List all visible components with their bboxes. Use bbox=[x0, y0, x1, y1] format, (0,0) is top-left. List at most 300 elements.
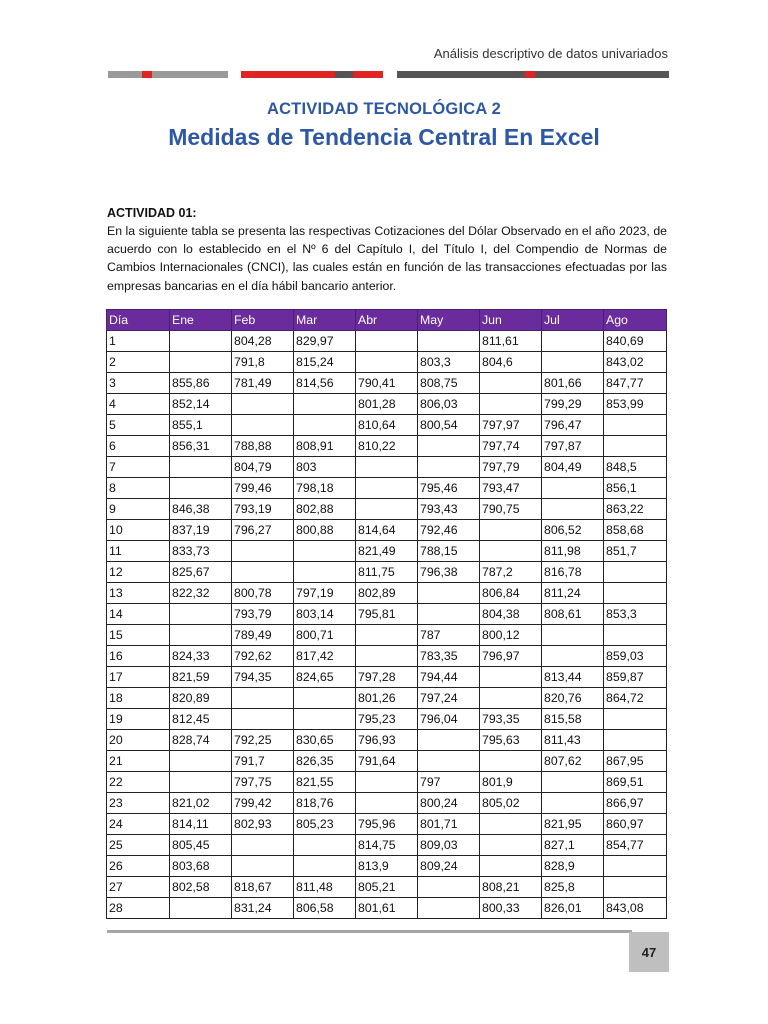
page-number: 47 bbox=[629, 932, 669, 972]
table-cell: 855,1 bbox=[170, 415, 232, 436]
table-row bbox=[107, 457, 667, 478]
table-cell: 27 bbox=[107, 877, 170, 898]
table-cell: 863,22 bbox=[604, 499, 667, 520]
table-cell: 811,48 bbox=[294, 877, 356, 898]
table-cell: 800,88 bbox=[294, 520, 356, 541]
table-row bbox=[107, 751, 667, 772]
table-cell: 806,03 bbox=[418, 394, 480, 415]
table-cell: 805,23 bbox=[294, 814, 356, 835]
table-cell: 867,95 bbox=[604, 751, 667, 772]
table-cell bbox=[170, 772, 232, 793]
column-header: Mar bbox=[294, 310, 356, 331]
table-row bbox=[107, 478, 667, 499]
table-cell: 811,24 bbox=[542, 583, 604, 604]
running-header: Análisis descriptivo de datos univariados bbox=[433, 46, 668, 61]
table-row bbox=[107, 394, 667, 415]
deco-segment bbox=[108, 71, 142, 78]
table-cell bbox=[294, 688, 356, 709]
table-cell bbox=[170, 352, 232, 373]
table-cell: 797,74 bbox=[480, 436, 542, 457]
table-cell: 813,9 bbox=[356, 856, 418, 877]
column-header: Feb bbox=[232, 310, 294, 331]
table-header-row bbox=[107, 310, 667, 331]
table-cell: 860,97 bbox=[604, 814, 667, 835]
table-cell: 853,99 bbox=[604, 394, 667, 415]
table-cell: 6 bbox=[107, 436, 170, 457]
table-cell: 800,78 bbox=[232, 583, 294, 604]
table-cell: 814,56 bbox=[294, 373, 356, 394]
table-cell: 21 bbox=[107, 751, 170, 772]
table-cell: 18 bbox=[107, 688, 170, 709]
table-cell: 833,73 bbox=[170, 541, 232, 562]
table-row bbox=[107, 415, 667, 436]
table-cell: 818,76 bbox=[294, 793, 356, 814]
table-cell bbox=[418, 730, 480, 751]
table-cell: 803,14 bbox=[294, 604, 356, 625]
deco-segment bbox=[152, 71, 228, 78]
table-cell bbox=[604, 877, 667, 898]
table-cell bbox=[480, 856, 542, 877]
table-cell: 796,04 bbox=[418, 709, 480, 730]
table-cell: 811,61 bbox=[480, 331, 542, 352]
table-cell: 803 bbox=[294, 457, 356, 478]
table-cell bbox=[294, 541, 356, 562]
table-cell: 814,75 bbox=[356, 835, 418, 856]
table-cell bbox=[418, 583, 480, 604]
table-cell: 824,33 bbox=[170, 646, 232, 667]
table-cell: 799,46 bbox=[232, 478, 294, 499]
table-cell: 795,63 bbox=[480, 730, 542, 751]
table-cell: 846,38 bbox=[170, 499, 232, 520]
table-row bbox=[107, 436, 667, 457]
column-header: Día bbox=[107, 310, 170, 331]
table-cell: 796,47 bbox=[542, 415, 604, 436]
table-cell: 4 bbox=[107, 394, 170, 415]
table-row bbox=[107, 709, 667, 730]
table-cell: 801,66 bbox=[542, 373, 604, 394]
table-row bbox=[107, 373, 667, 394]
table-cell: 801,9 bbox=[480, 772, 542, 793]
table-cell: 825,8 bbox=[542, 877, 604, 898]
table-row bbox=[107, 583, 667, 604]
table-cell bbox=[232, 835, 294, 856]
table-cell bbox=[170, 898, 232, 919]
table-cell bbox=[232, 856, 294, 877]
table-cell: 810,22 bbox=[356, 436, 418, 457]
table-cell: 13 bbox=[107, 583, 170, 604]
exchange-rate-table bbox=[106, 309, 667, 919]
table-row bbox=[107, 772, 667, 793]
deco-segment bbox=[335, 71, 353, 78]
table-cell: 10 bbox=[107, 520, 170, 541]
table-cell bbox=[542, 478, 604, 499]
section-subtitle: ACTIVIDAD TECNOLÓGICA 2 bbox=[266, 100, 502, 118]
table-cell bbox=[356, 499, 418, 520]
table-cell bbox=[418, 604, 480, 625]
table-cell: 791,64 bbox=[356, 751, 418, 772]
table-cell: 843,02 bbox=[604, 352, 667, 373]
deco-segment bbox=[397, 71, 525, 78]
table-cell: 821,59 bbox=[170, 667, 232, 688]
table-cell: 866,97 bbox=[604, 793, 667, 814]
table-cell: 801,71 bbox=[418, 814, 480, 835]
table-cell: 854,77 bbox=[604, 835, 667, 856]
table-cell: 795,46 bbox=[418, 478, 480, 499]
table-row bbox=[107, 898, 667, 919]
table-cell: 793,47 bbox=[480, 478, 542, 499]
table-cell: 815,24 bbox=[294, 352, 356, 373]
table-cell: 26 bbox=[107, 856, 170, 877]
table-cell: 801,61 bbox=[356, 898, 418, 919]
table-cell: 804,79 bbox=[232, 457, 294, 478]
table-cell bbox=[604, 730, 667, 751]
table-cell: 812,45 bbox=[170, 709, 232, 730]
table-cell: 801,28 bbox=[356, 394, 418, 415]
table-cell: 795,23 bbox=[356, 709, 418, 730]
table-cell: 805,45 bbox=[170, 835, 232, 856]
table-row bbox=[107, 604, 667, 625]
table-cell: 829,97 bbox=[294, 331, 356, 352]
table-cell: 804,38 bbox=[480, 604, 542, 625]
table-row bbox=[107, 877, 667, 898]
table-cell: 807,62 bbox=[542, 751, 604, 772]
table-cell: 814,64 bbox=[356, 520, 418, 541]
table-cell: 17 bbox=[107, 667, 170, 688]
table-row bbox=[107, 688, 667, 709]
table-cell: 28 bbox=[107, 898, 170, 919]
table-cell: 797 bbox=[418, 772, 480, 793]
table-cell: 843,08 bbox=[604, 898, 667, 919]
table-cell: 793,19 bbox=[232, 499, 294, 520]
table-cell bbox=[418, 436, 480, 457]
table-cell: 796,97 bbox=[480, 646, 542, 667]
table-cell: 792,46 bbox=[418, 520, 480, 541]
table-cell: 859,87 bbox=[604, 667, 667, 688]
table-cell: 783,35 bbox=[418, 646, 480, 667]
table-row bbox=[107, 793, 667, 814]
table-cell bbox=[480, 541, 542, 562]
table-cell: 821,95 bbox=[542, 814, 604, 835]
deco-segment bbox=[535, 71, 669, 78]
table-cell: 804,49 bbox=[542, 457, 604, 478]
table-cell: 794,35 bbox=[232, 667, 294, 688]
table-cell: 808,21 bbox=[480, 877, 542, 898]
table-cell: 811,43 bbox=[542, 730, 604, 751]
table-cell bbox=[418, 457, 480, 478]
table-cell: 811,98 bbox=[542, 541, 604, 562]
column-header: May bbox=[418, 310, 480, 331]
table-cell: 811,75 bbox=[356, 562, 418, 583]
table-cell bbox=[418, 898, 480, 919]
table-cell bbox=[356, 331, 418, 352]
table-cell: 796,93 bbox=[356, 730, 418, 751]
table-cell: 797,75 bbox=[232, 772, 294, 793]
table-cell: 24 bbox=[107, 814, 170, 835]
table-cell: 853,3 bbox=[604, 604, 667, 625]
table-cell: 818,67 bbox=[232, 877, 294, 898]
table-cell: 828,74 bbox=[170, 730, 232, 751]
table-cell bbox=[480, 394, 542, 415]
column-header: Ago bbox=[604, 310, 667, 331]
table-cell: 790,41 bbox=[356, 373, 418, 394]
table-row bbox=[107, 835, 667, 856]
table-cell bbox=[170, 478, 232, 499]
table-cell: 820,76 bbox=[542, 688, 604, 709]
table-cell: 821,49 bbox=[356, 541, 418, 562]
table-cell bbox=[604, 583, 667, 604]
table-cell bbox=[542, 352, 604, 373]
table-cell: 806,58 bbox=[294, 898, 356, 919]
table-cell: 798,18 bbox=[294, 478, 356, 499]
column-header: Jun bbox=[480, 310, 542, 331]
table-cell: 790,75 bbox=[480, 499, 542, 520]
column-header: Abr bbox=[356, 310, 418, 331]
table-cell bbox=[418, 331, 480, 352]
table-cell bbox=[170, 604, 232, 625]
table-cell: 787 bbox=[418, 625, 480, 646]
table-cell: 831,24 bbox=[232, 898, 294, 919]
table-cell: 791,8 bbox=[232, 352, 294, 373]
table-cell: 3 bbox=[107, 373, 170, 394]
table-cell bbox=[542, 772, 604, 793]
table-cell: 787,2 bbox=[480, 562, 542, 583]
table-cell: 813,44 bbox=[542, 667, 604, 688]
table-cell: 797,87 bbox=[542, 436, 604, 457]
table-cell: 824,65 bbox=[294, 667, 356, 688]
table-cell: 796,38 bbox=[418, 562, 480, 583]
table-cell bbox=[480, 814, 542, 835]
table-cell bbox=[356, 457, 418, 478]
table-cell: 792,25 bbox=[232, 730, 294, 751]
table-row bbox=[107, 730, 667, 751]
table-cell: 20 bbox=[107, 730, 170, 751]
table-cell: 800,24 bbox=[418, 793, 480, 814]
table-cell: 7 bbox=[107, 457, 170, 478]
table-cell: 797,19 bbox=[294, 583, 356, 604]
table-cell: 797,28 bbox=[356, 667, 418, 688]
table-cell: 805,02 bbox=[480, 793, 542, 814]
table-cell: 837,19 bbox=[170, 520, 232, 541]
table-cell: 795,96 bbox=[356, 814, 418, 835]
table-cell: 808,75 bbox=[418, 373, 480, 394]
table-cell: 5 bbox=[107, 415, 170, 436]
table-cell: 796,27 bbox=[232, 520, 294, 541]
deco-segment bbox=[353, 71, 383, 78]
table-cell: 804,6 bbox=[480, 352, 542, 373]
table-cell: 797,97 bbox=[480, 415, 542, 436]
table-cell bbox=[418, 751, 480, 772]
table-cell: 2 bbox=[107, 352, 170, 373]
table-cell: 800,33 bbox=[480, 898, 542, 919]
column-header: Jul bbox=[542, 310, 604, 331]
table-cell: 800,54 bbox=[418, 415, 480, 436]
table-cell bbox=[232, 394, 294, 415]
table-cell bbox=[604, 436, 667, 457]
column-header: Ene bbox=[170, 310, 232, 331]
table-row bbox=[107, 856, 667, 877]
table-row bbox=[107, 562, 667, 583]
table-cell: 788,15 bbox=[418, 541, 480, 562]
table-cell: 797,79 bbox=[480, 457, 542, 478]
page-title: Medidas de Tendencia Central En Excel bbox=[168, 124, 600, 150]
table-cell: 816,78 bbox=[542, 562, 604, 583]
table-cell: 847,77 bbox=[604, 373, 667, 394]
table-cell: 9 bbox=[107, 499, 170, 520]
table-cell bbox=[232, 562, 294, 583]
table-cell: 809,24 bbox=[418, 856, 480, 877]
table-cell: 789,49 bbox=[232, 625, 294, 646]
table-cell: 800,71 bbox=[294, 625, 356, 646]
table-cell: 802,93 bbox=[232, 814, 294, 835]
activity-label: ACTIVIDAD 01: bbox=[107, 206, 197, 220]
table-cell bbox=[170, 331, 232, 352]
table-cell bbox=[232, 541, 294, 562]
table-cell bbox=[542, 331, 604, 352]
table-cell: 822,32 bbox=[170, 583, 232, 604]
table-cell: 804,28 bbox=[232, 331, 294, 352]
table-cell bbox=[232, 415, 294, 436]
table-cell: 821,02 bbox=[170, 793, 232, 814]
table-cell: 805,21 bbox=[356, 877, 418, 898]
table-cell: 821,55 bbox=[294, 772, 356, 793]
table-cell: 855,86 bbox=[170, 373, 232, 394]
table-cell: 826,01 bbox=[542, 898, 604, 919]
table-cell: 808,61 bbox=[542, 604, 604, 625]
table-cell bbox=[356, 772, 418, 793]
table-cell: 809,03 bbox=[418, 835, 480, 856]
table-cell: 808,91 bbox=[294, 436, 356, 457]
table-cell bbox=[170, 457, 232, 478]
table-row bbox=[107, 331, 667, 352]
table-row bbox=[107, 520, 667, 541]
table-cell bbox=[356, 646, 418, 667]
table-cell: 803,68 bbox=[170, 856, 232, 877]
table-cell: 869,51 bbox=[604, 772, 667, 793]
table-cell: 864,72 bbox=[604, 688, 667, 709]
table-cell: 23 bbox=[107, 793, 170, 814]
table-cell bbox=[542, 646, 604, 667]
table-cell: 803,3 bbox=[418, 352, 480, 373]
activity-description: En la siguiente tabla se presenta las respectivas Cotizaciones del Dólar Observado en el año 2023, de acuerdo con lo establecido en el Nº 6 del Capítulo I, del Título I, del Compendio de Normas de Cambios Internacionales (CNCI), las cuales están en función de las transacciones efectuadas por las empresas bancarias en el día hábil bancario anterior. bbox=[107, 224, 667, 293]
table-cell: 781,49 bbox=[232, 373, 294, 394]
table-cell: 12 bbox=[107, 562, 170, 583]
table-cell bbox=[356, 352, 418, 373]
table-cell: 806,52 bbox=[542, 520, 604, 541]
table-cell bbox=[294, 562, 356, 583]
table-cell bbox=[480, 751, 542, 772]
table-cell: 806,84 bbox=[480, 583, 542, 604]
table-cell: 840,69 bbox=[604, 331, 667, 352]
table-cell bbox=[294, 415, 356, 436]
table-cell: 799,29 bbox=[542, 394, 604, 415]
table-cell: 25 bbox=[107, 835, 170, 856]
table-cell: 820,89 bbox=[170, 688, 232, 709]
table-cell bbox=[604, 562, 667, 583]
table-cell: 815,58 bbox=[542, 709, 604, 730]
table-cell bbox=[542, 499, 604, 520]
table-cell: 11 bbox=[107, 541, 170, 562]
table-cell bbox=[356, 793, 418, 814]
table-cell: 810,64 bbox=[356, 415, 418, 436]
table-cell: 16 bbox=[107, 646, 170, 667]
table-cell: 1 bbox=[107, 331, 170, 352]
table-cell: 802,88 bbox=[294, 499, 356, 520]
table-cell bbox=[480, 520, 542, 541]
table-cell: 792,62 bbox=[232, 646, 294, 667]
table-cell: 851,7 bbox=[604, 541, 667, 562]
table-cell: 828,9 bbox=[542, 856, 604, 877]
table-cell: 793,79 bbox=[232, 604, 294, 625]
footer-divider bbox=[107, 930, 632, 933]
table-cell bbox=[480, 667, 542, 688]
table-cell bbox=[480, 373, 542, 394]
table-cell: 852,14 bbox=[170, 394, 232, 415]
table-cell bbox=[356, 478, 418, 499]
table-cell: 801,26 bbox=[356, 688, 418, 709]
deco-segment bbox=[241, 71, 335, 78]
table-row bbox=[107, 667, 667, 688]
deco-segment bbox=[142, 71, 152, 78]
table-cell: 19 bbox=[107, 709, 170, 730]
table-cell: 858,68 bbox=[604, 520, 667, 541]
table-cell bbox=[604, 625, 667, 646]
table-row bbox=[107, 352, 667, 373]
table-cell: 814,11 bbox=[170, 814, 232, 835]
table-cell: 859,03 bbox=[604, 646, 667, 667]
table-cell bbox=[480, 688, 542, 709]
table-cell bbox=[232, 709, 294, 730]
table-row bbox=[107, 541, 667, 562]
table-cell: 799,42 bbox=[232, 793, 294, 814]
table-cell: 793,43 bbox=[418, 499, 480, 520]
table-cell: 795,81 bbox=[356, 604, 418, 625]
table-cell bbox=[542, 793, 604, 814]
table-row bbox=[107, 646, 667, 667]
table-cell bbox=[542, 625, 604, 646]
table-cell bbox=[294, 835, 356, 856]
table-cell bbox=[294, 856, 356, 877]
table-cell: 856,31 bbox=[170, 436, 232, 457]
table-row bbox=[107, 814, 667, 835]
table-cell bbox=[356, 625, 418, 646]
table-cell: 826,35 bbox=[294, 751, 356, 772]
table-cell: 825,67 bbox=[170, 562, 232, 583]
table-cell bbox=[232, 688, 294, 709]
table-cell: 817,42 bbox=[294, 646, 356, 667]
table-cell: 800,12 bbox=[480, 625, 542, 646]
table-row bbox=[107, 625, 667, 646]
table-cell bbox=[604, 709, 667, 730]
table-cell: 793,35 bbox=[480, 709, 542, 730]
table-cell: 22 bbox=[107, 772, 170, 793]
table-row bbox=[107, 499, 667, 520]
table-cell: 830,65 bbox=[294, 730, 356, 751]
table-cell bbox=[170, 625, 232, 646]
table-cell: 14 bbox=[107, 604, 170, 625]
table-cell: 8 bbox=[107, 478, 170, 499]
table-cell bbox=[604, 856, 667, 877]
table-cell: 794,44 bbox=[418, 667, 480, 688]
table-cell: 788,88 bbox=[232, 436, 294, 457]
table-cell bbox=[418, 877, 480, 898]
table-cell bbox=[604, 415, 667, 436]
table-cell: 15 bbox=[107, 625, 170, 646]
table-cell: 856,1 bbox=[604, 478, 667, 499]
table-cell: 848,5 bbox=[604, 457, 667, 478]
table-cell bbox=[294, 709, 356, 730]
table-cell bbox=[480, 835, 542, 856]
table-cell: 791,7 bbox=[232, 751, 294, 772]
